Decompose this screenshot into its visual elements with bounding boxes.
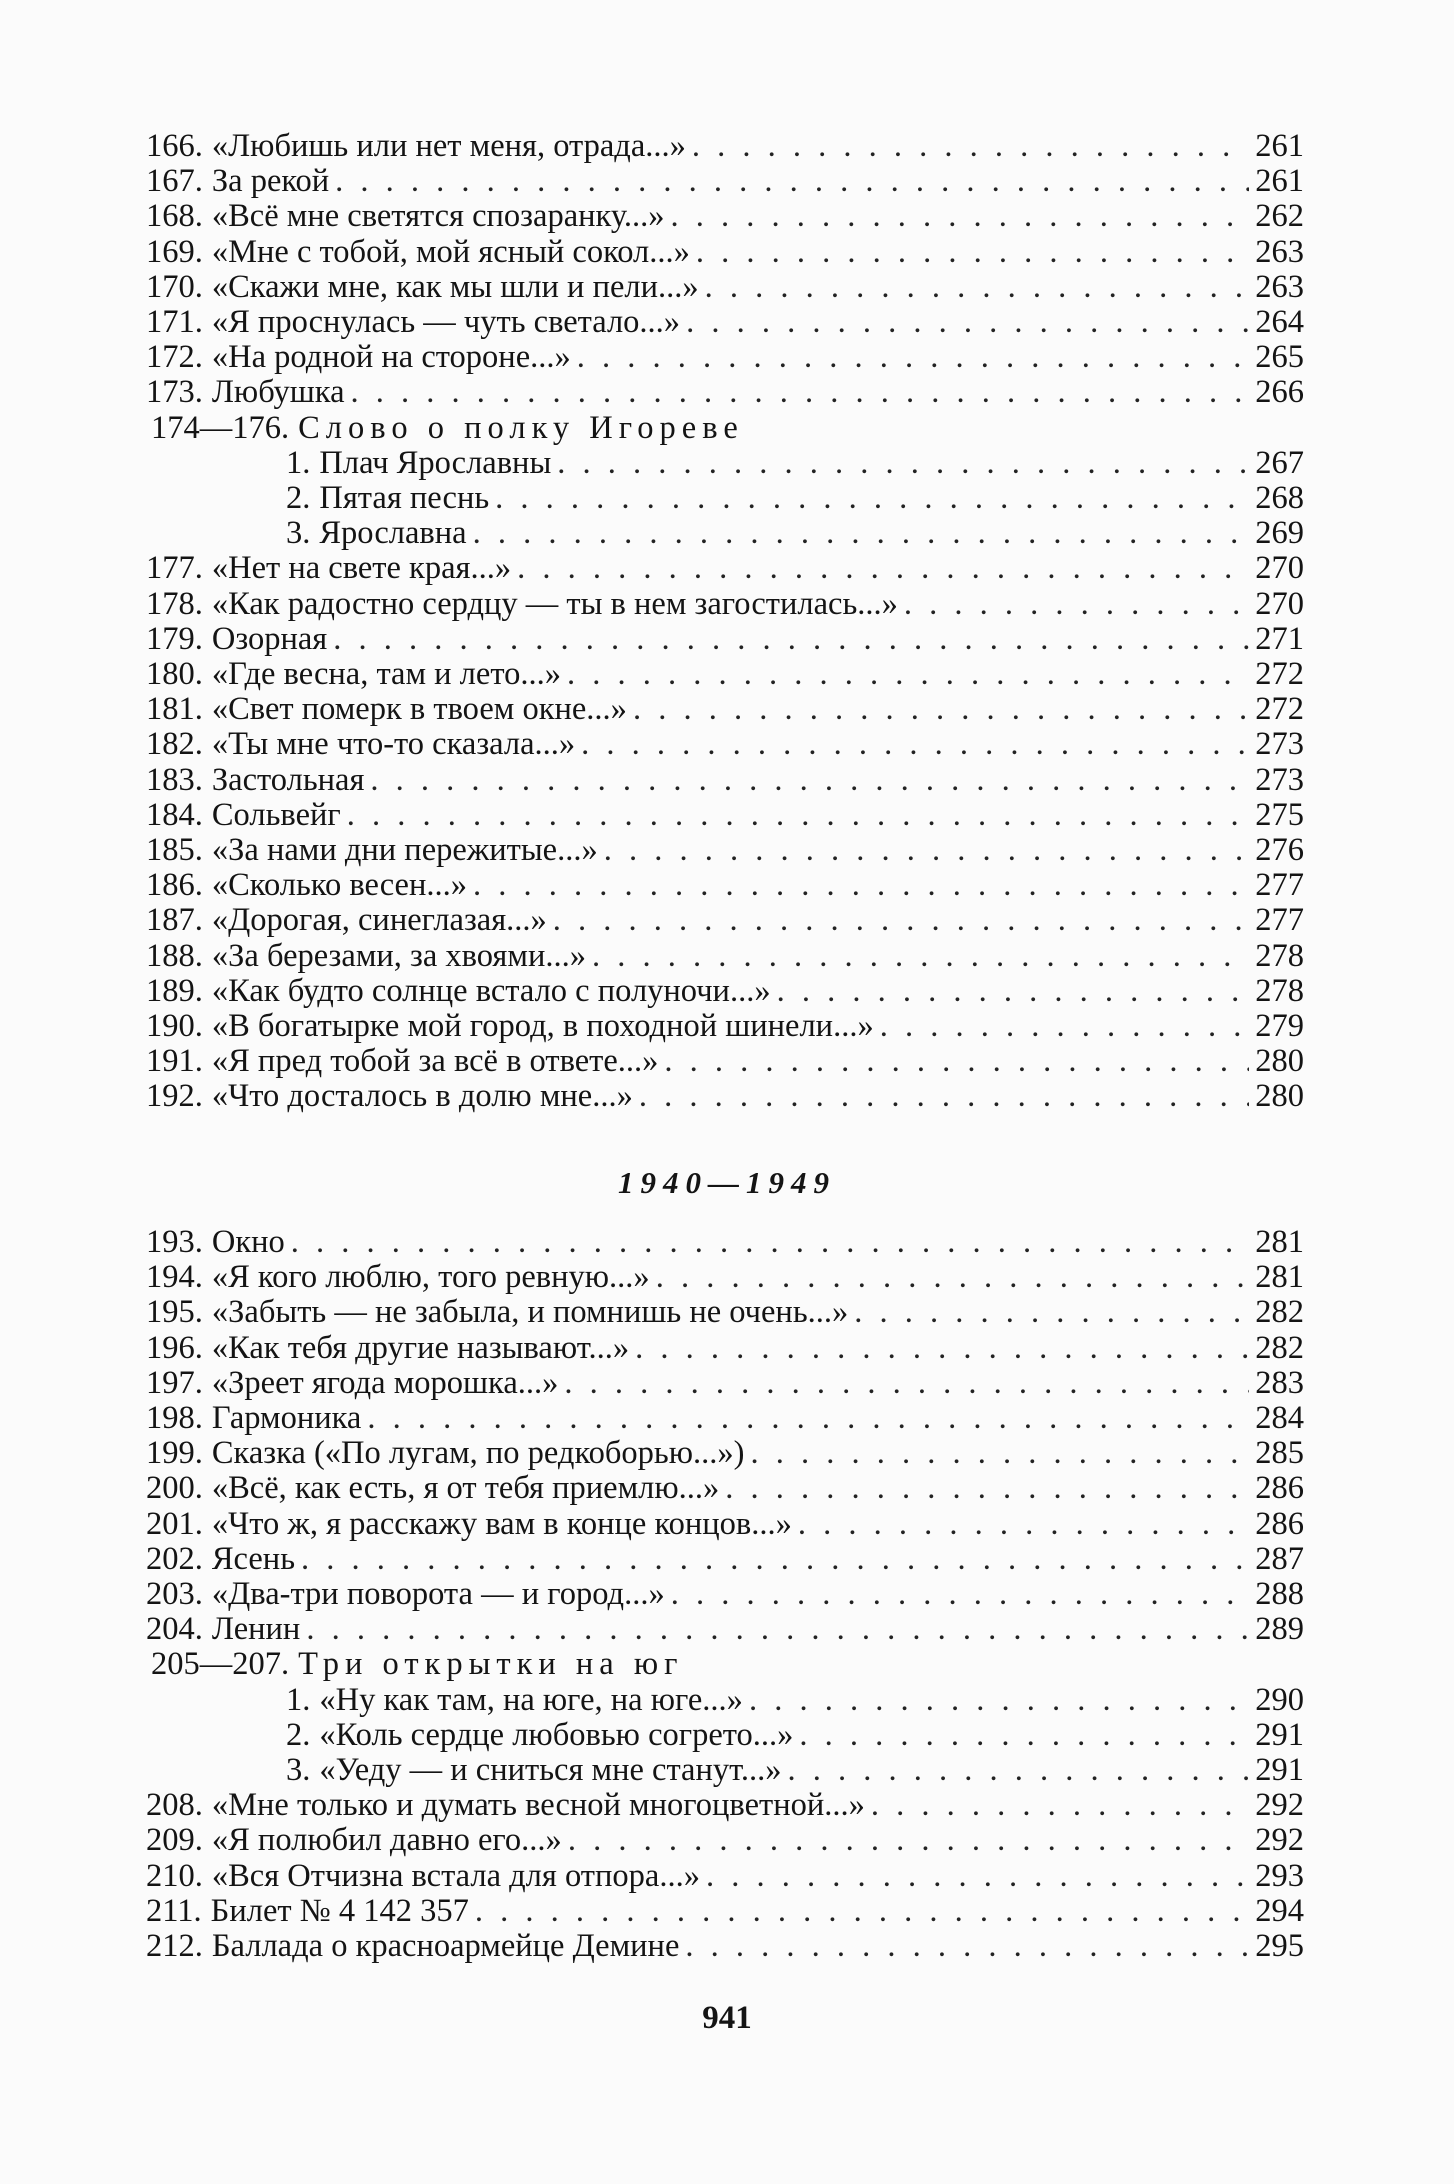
entry-title: «Коль сердце любовью согрето...» bbox=[319, 1716, 794, 1753]
dot-leader bbox=[865, 1787, 1249, 1823]
dot-leader bbox=[874, 1008, 1250, 1044]
toc-entry bbox=[146, 163, 1304, 199]
toc-entry bbox=[146, 1893, 1304, 1929]
entry-number: 173. bbox=[146, 374, 203, 411]
entry-number: 199. bbox=[146, 1435, 203, 1472]
entry-number: 166. bbox=[146, 128, 203, 164]
entry-title: «Ну как там, на юге, на юге...» bbox=[319, 1681, 743, 1718]
toc-entry bbox=[146, 797, 1304, 833]
entry-number: 180. bbox=[146, 656, 203, 692]
dot-leader bbox=[467, 515, 1250, 551]
entry-page-number: 285 bbox=[1255, 1435, 1304, 1472]
toc-group-heading bbox=[151, 410, 1309, 446]
entry-number: 202. bbox=[146, 1540, 203, 1577]
dot-leader bbox=[575, 726, 1249, 762]
toc-entry bbox=[146, 867, 1304, 903]
dot-leader bbox=[686, 128, 1249, 164]
dot-leader bbox=[744, 1435, 1249, 1471]
entry-page-number: 284 bbox=[1255, 1400, 1304, 1436]
entry-page-number: 291 bbox=[1255, 1716, 1304, 1753]
entry-number: 2. bbox=[286, 480, 311, 516]
toc-entry bbox=[146, 1787, 1304, 1823]
entry-page-number: 279 bbox=[1255, 1008, 1304, 1044]
entry-title: «В богатырке мой город, в походной шинели...» bbox=[211, 1008, 874, 1044]
dot-leader bbox=[665, 1576, 1250, 1612]
entry-title: «Зреет ягода морошка...» bbox=[211, 1364, 559, 1401]
entry-number: 3. bbox=[286, 1752, 311, 1788]
entry-title: «Как радостно сердцу — ты в нем загостилась...» bbox=[211, 585, 898, 622]
toc-entry bbox=[146, 691, 1304, 727]
dot-leader bbox=[345, 374, 1250, 410]
entry-page-number: 261 bbox=[1255, 128, 1304, 164]
entry-number: 169. bbox=[146, 233, 203, 270]
entry-number: 168. bbox=[146, 198, 203, 235]
entry-page-number: 270 bbox=[1255, 585, 1304, 622]
entry-page-number: 286 bbox=[1255, 1470, 1304, 1507]
entry-number: 210. bbox=[146, 1857, 203, 1894]
entry-number: 182. bbox=[146, 726, 203, 763]
entry-title: Ярославна bbox=[319, 515, 467, 552]
dot-leader bbox=[586, 938, 1249, 974]
entry-title: «Как тебя другие называют...» bbox=[211, 1329, 630, 1366]
toc-entry bbox=[146, 1330, 1304, 1366]
entry-page-number: 281 bbox=[1255, 1259, 1304, 1296]
entry-number: 181. bbox=[146, 691, 203, 728]
entry-number: 174—176. bbox=[151, 409, 290, 446]
toc-entry bbox=[146, 1259, 1304, 1295]
toc-entry bbox=[146, 1008, 1304, 1044]
entry-title: За рекой bbox=[211, 163, 330, 200]
entry-page-number: 267 bbox=[1255, 444, 1304, 481]
dot-leader bbox=[285, 1224, 1249, 1260]
toc-entry bbox=[146, 938, 1304, 974]
entry-page-number: 273 bbox=[1255, 726, 1304, 763]
entry-page-number: 290 bbox=[1255, 1681, 1304, 1718]
entry-number: 205—207. bbox=[151, 1646, 290, 1683]
entry-title: «Где весна, там и лето...» bbox=[211, 656, 561, 692]
entry-page-number: 295 bbox=[1255, 1928, 1304, 1964]
toc-entry bbox=[146, 1858, 1304, 1894]
toc-entry bbox=[286, 445, 1304, 481]
entry-title: Билет № 4 142 357 bbox=[210, 1892, 469, 1929]
entry-page-number: 282 bbox=[1255, 1329, 1304, 1366]
toc-entry bbox=[146, 1928, 1304, 1964]
entry-number: 193. bbox=[146, 1224, 203, 1260]
entry-number: 191. bbox=[146, 1043, 203, 1080]
entry-number: 177. bbox=[146, 550, 203, 587]
entry-page-number: 272 bbox=[1255, 691, 1304, 728]
entry-title: «Всё мне светятся спозаранку...» bbox=[211, 198, 665, 235]
dot-leader bbox=[719, 1470, 1249, 1506]
toc-entry bbox=[146, 550, 1304, 586]
toc-entry bbox=[146, 1576, 1304, 1612]
entry-title: Пятая песнь bbox=[319, 480, 490, 516]
entry-number: 178. bbox=[146, 585, 203, 622]
dot-leader bbox=[679, 1928, 1249, 1964]
dot-leader bbox=[629, 1330, 1249, 1366]
dot-leader bbox=[793, 1717, 1249, 1753]
entry-number: 185. bbox=[146, 832, 203, 868]
entry-title: «Свет померк в твоем окне...» bbox=[211, 691, 627, 728]
entry-page-number: 265 bbox=[1255, 339, 1304, 376]
toc-entry bbox=[146, 1294, 1304, 1330]
toc-entry bbox=[146, 762, 1304, 798]
entry-title: «Что досталось в долю мне...» bbox=[211, 1078, 633, 1115]
entry-number: 170. bbox=[146, 268, 203, 305]
dot-leader bbox=[571, 339, 1250, 375]
entry-title: Плач Ярославны bbox=[319, 444, 552, 481]
entry-page-number: 277 bbox=[1255, 902, 1304, 939]
entry-title: Ленин bbox=[211, 1611, 301, 1648]
entry-page-number: 266 bbox=[1255, 374, 1304, 411]
toc-entry bbox=[146, 973, 1304, 1009]
dot-leader bbox=[361, 1400, 1249, 1436]
dot-leader bbox=[295, 1541, 1249, 1577]
dot-leader bbox=[511, 550, 1249, 586]
toc-entry bbox=[146, 374, 1304, 410]
entry-title: Любушка bbox=[211, 374, 345, 411]
entry-page-number: 262 bbox=[1255, 198, 1304, 235]
dot-leader bbox=[327, 621, 1249, 657]
entry-title: «Любишь или нет меня, отрада...» bbox=[211, 128, 686, 164]
toc-entry bbox=[146, 1435, 1304, 1471]
entry-number: 211. bbox=[146, 1892, 202, 1929]
dot-leader bbox=[633, 1078, 1249, 1114]
entry-number: 212. bbox=[146, 1928, 203, 1964]
toc-group-heading bbox=[151, 1646, 1309, 1682]
dot-leader bbox=[782, 1752, 1250, 1788]
dot-leader bbox=[743, 1682, 1249, 1718]
toc-entry bbox=[146, 726, 1304, 762]
entry-page-number: 264 bbox=[1255, 304, 1304, 340]
toc-entry bbox=[286, 480, 1304, 516]
entry-page-number: 291 bbox=[1255, 1752, 1304, 1788]
toc-entry bbox=[146, 128, 1304, 164]
entry-number: 197. bbox=[146, 1364, 203, 1401]
entry-title: Баллада о красноармейце Демине bbox=[211, 1928, 680, 1964]
entry-title: Сказка («По лугам, по редкоборью...») bbox=[211, 1435, 745, 1472]
entry-page-number: 286 bbox=[1255, 1505, 1304, 1542]
entry-page-number: 278 bbox=[1255, 937, 1304, 974]
toc-entry bbox=[146, 1470, 1304, 1506]
dot-leader bbox=[658, 1043, 1249, 1079]
entry-title: «Вся Отчизна встала для отпора...» bbox=[211, 1857, 700, 1894]
entry-number: 194. bbox=[146, 1259, 203, 1296]
toc-entry bbox=[146, 656, 1304, 692]
entry-number: 3. bbox=[286, 515, 311, 552]
toc-entry bbox=[146, 832, 1304, 868]
entry-title: «Сколько весен...» bbox=[211, 867, 467, 904]
entry-title: «Я пред тобой за всё в ответе...» bbox=[211, 1043, 659, 1080]
dot-leader bbox=[551, 445, 1249, 481]
entry-page-number: 278 bbox=[1255, 972, 1304, 1009]
entry-title: Гармоника bbox=[211, 1400, 362, 1436]
entry-title: «Я кого люблю, того ревную...» bbox=[211, 1259, 650, 1296]
entry-page-number: 271 bbox=[1255, 620, 1304, 657]
dot-leader bbox=[771, 973, 1250, 1009]
dot-leader bbox=[598, 832, 1250, 868]
entry-page-number: 282 bbox=[1255, 1294, 1304, 1331]
entry-number: 184. bbox=[146, 796, 203, 833]
entry-page-number: 268 bbox=[1255, 480, 1304, 516]
entry-page-number: 276 bbox=[1255, 832, 1304, 868]
dot-leader bbox=[364, 762, 1249, 798]
entry-title: «Я проснулась — чуть светало...» bbox=[211, 304, 681, 340]
toc-entry bbox=[146, 621, 1304, 657]
entry-number: 203. bbox=[146, 1576, 203, 1612]
entry-title: Сольвейг bbox=[211, 796, 341, 833]
toc-entry bbox=[286, 1682, 1304, 1718]
entry-number: 190. bbox=[146, 1008, 203, 1044]
entry-title: «Скажи мне, как мы шли и пели...» bbox=[211, 268, 699, 305]
entry-title: «Как будто солнце встало с полуночи...» bbox=[211, 972, 771, 1009]
entry-number: 189. bbox=[146, 972, 203, 1009]
entry-page-number: 261 bbox=[1255, 163, 1304, 200]
dot-leader bbox=[627, 691, 1249, 727]
entry-page-number: 292 bbox=[1255, 1822, 1304, 1859]
toc-entry bbox=[146, 1365, 1304, 1401]
entry-title: «Дорогая, синеглазая...» bbox=[211, 902, 547, 939]
entry-page-number: 283 bbox=[1255, 1364, 1304, 1401]
entry-number: 2. bbox=[286, 1716, 311, 1753]
dot-leader bbox=[300, 1611, 1249, 1647]
entry-title: «Я полюбил давно его...» bbox=[211, 1822, 562, 1859]
dot-leader bbox=[469, 1893, 1249, 1929]
entry-page-number: 288 bbox=[1255, 1576, 1304, 1612]
toc-entry bbox=[146, 1822, 1304, 1858]
dot-leader bbox=[848, 1294, 1249, 1330]
entry-number: 200. bbox=[146, 1470, 203, 1507]
dot-leader bbox=[489, 480, 1249, 516]
entry-number: 208. bbox=[146, 1787, 203, 1824]
entry-page-number: 269 bbox=[1255, 515, 1304, 552]
entry-title: «Мне с тобой, мой ясный сокол...» bbox=[211, 233, 690, 270]
toc-entry bbox=[146, 269, 1304, 305]
entry-page-number: 273 bbox=[1255, 761, 1304, 798]
entry-page-number: 292 bbox=[1255, 1787, 1304, 1824]
entry-number: 179. bbox=[146, 620, 203, 657]
entry-page-number: 280 bbox=[1255, 1043, 1304, 1080]
entry-title: «На родной на стороне...» bbox=[211, 339, 571, 376]
entry-title: Окно bbox=[211, 1224, 285, 1260]
toc-entry bbox=[146, 1611, 1304, 1647]
toc-entry bbox=[146, 1043, 1304, 1079]
entry-number: 1. bbox=[286, 444, 311, 481]
entry-page-number: 280 bbox=[1255, 1078, 1304, 1115]
dot-leader bbox=[341, 797, 1250, 833]
entry-page-number: 277 bbox=[1255, 867, 1304, 904]
dot-leader bbox=[547, 902, 1249, 938]
entry-number: 1. bbox=[286, 1681, 311, 1718]
toc-entry bbox=[286, 1717, 1304, 1753]
dot-leader bbox=[690, 234, 1249, 270]
dot-leader bbox=[558, 1365, 1249, 1401]
entry-number: 167. bbox=[146, 163, 203, 200]
entry-number: 171. bbox=[146, 304, 203, 340]
toc-entry bbox=[146, 586, 1304, 622]
entry-title: Ясень bbox=[211, 1540, 296, 1577]
toc-entry bbox=[146, 1078, 1304, 1114]
entry-number: 172. bbox=[146, 339, 203, 376]
entry-number: 186. bbox=[146, 867, 203, 904]
entry-page-number: 270 bbox=[1255, 550, 1304, 587]
toc-entry bbox=[286, 1752, 1304, 1788]
toc-entry bbox=[146, 304, 1304, 340]
toc-entry bbox=[146, 234, 1304, 270]
entry-title: «Уеду — и сниться мне станут...» bbox=[319, 1752, 782, 1788]
dot-leader bbox=[329, 163, 1249, 199]
entry-number: 209. bbox=[146, 1822, 203, 1859]
entry-title: Три открытки на юг bbox=[298, 1646, 684, 1683]
dot-leader bbox=[699, 269, 1250, 305]
dot-leader bbox=[792, 1506, 1249, 1542]
entry-title: Застольная bbox=[211, 761, 365, 798]
entry-title: «Ты мне что-то сказала...» bbox=[211, 726, 576, 763]
entry-number: 204. bbox=[146, 1611, 203, 1648]
entry-title: Озорная bbox=[211, 620, 328, 657]
entry-title: «За березами, за хвоями...» bbox=[211, 937, 586, 974]
entry-page-number: 272 bbox=[1255, 656, 1304, 692]
dot-leader bbox=[650, 1259, 1250, 1295]
entry-number: 188. bbox=[146, 937, 203, 974]
toc-entry bbox=[146, 1224, 1304, 1260]
toc-entry bbox=[146, 1541, 1304, 1577]
toc-entry bbox=[146, 902, 1304, 938]
toc-entry bbox=[286, 515, 1304, 551]
entry-number: 187. bbox=[146, 902, 203, 939]
entry-title: «Забыть — не забыла, и помнишь не очень...» bbox=[211, 1294, 849, 1331]
entry-title: «Что ж, я расскажу вам в конце концов...» bbox=[211, 1505, 792, 1542]
entry-title: Слово о полку Игореве bbox=[298, 409, 744, 446]
entry-title: «Два-три поворота — и город...» bbox=[211, 1576, 665, 1612]
entry-page-number: 289 bbox=[1255, 1611, 1304, 1648]
entry-page-number: 281 bbox=[1255, 1224, 1304, 1260]
dot-leader bbox=[664, 198, 1249, 234]
entry-page-number: 275 bbox=[1255, 796, 1304, 833]
entry-title: «Всё, как есть, я от тебя приемлю...» bbox=[211, 1470, 720, 1507]
entry-number: 198. bbox=[146, 1400, 203, 1436]
dot-leader bbox=[680, 304, 1249, 340]
entry-number: 195. bbox=[146, 1294, 203, 1331]
entry-page-number: 294 bbox=[1255, 1892, 1304, 1929]
entry-number: 192. bbox=[146, 1078, 203, 1115]
dot-leader bbox=[562, 1822, 1249, 1858]
dot-leader bbox=[467, 867, 1249, 903]
entry-number: 183. bbox=[146, 761, 203, 798]
toc-entry bbox=[146, 1400, 1304, 1436]
entry-number: 201. bbox=[146, 1505, 203, 1542]
section-heading: 1940—1949 bbox=[618, 1165, 836, 1200]
entry-page-number: 293 bbox=[1255, 1857, 1304, 1894]
toc-entry bbox=[146, 1506, 1304, 1542]
dot-leader bbox=[561, 656, 1249, 692]
entry-title: «За нами дни пережитые...» bbox=[211, 832, 598, 868]
entry-page-number: 287 bbox=[1255, 1540, 1304, 1577]
entry-title: «Нет на свете края...» bbox=[211, 550, 512, 587]
toc-entry bbox=[146, 198, 1304, 234]
toc-entry bbox=[146, 339, 1304, 375]
entry-page-number: 263 bbox=[1255, 268, 1304, 305]
dot-leader bbox=[898, 586, 1249, 622]
entry-number: 196. bbox=[146, 1329, 203, 1366]
entry-page-number: 263 bbox=[1255, 233, 1304, 270]
page-number: 941 bbox=[702, 2000, 752, 2036]
dot-leader bbox=[700, 1858, 1249, 1894]
entry-title: «Мне только и думать весной многоцветной...» bbox=[211, 1787, 865, 1824]
